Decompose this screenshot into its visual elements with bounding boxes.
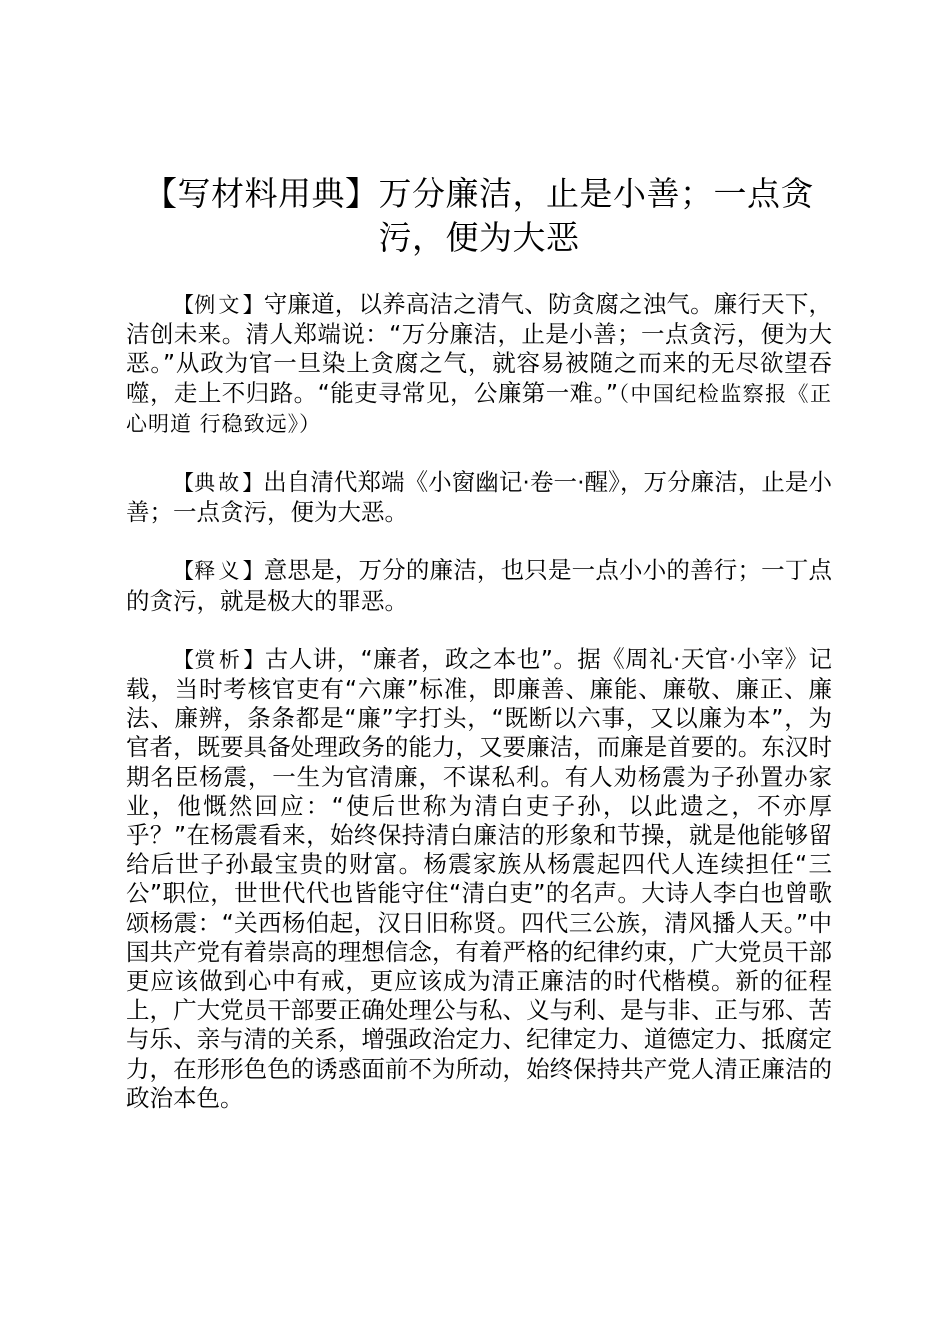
meaning-body: 意思是，万分的廉洁，也只是一点小小的善行；一丁点的贪污，就是极大的罪恶。 bbox=[126, 556, 833, 615]
allusion-tag: 【典故】 bbox=[173, 471, 264, 496]
document-title: 【写材料用典】万分廉洁，止是小善；一点贪污，便为大恶 bbox=[144, 174, 814, 257]
appreciation-body: 古人讲，“廉者，政之本也”。据《周礼·天官·小宰》记载，当时考核官吏有“六廉”标准，即廉善、廉能、廉敬、廉正、廉法、廉辨，条条都是“廉”字打头，“既断以六事，又以廉为本”，为官者，既要具备处理政务的能力，又要廉洁，而廉是首要的。东汉时期名臣杨震，一生为官清廉，不谋私利。有人劝杨震为子孙置办家业，他慨然回应：“使后世称为清白吏子孙，以此遗之，不亦厚乎？”在杨震看来，始终保持清白廉洁的形象和节操，就是他能够留给后世子孙最宝贵的财富。杨震家族从杨震起四代人连续担任“三公”职位，世世代代也皆能守住“清白吏”的名声。大诗人李白也曾歌颂杨震：“关西杨伯起，汉日旧称贤。四代三公族，清风播人天。”中国共产党有着崇高的理想信念，有着严格的纪律约束，广大党员干部更应该做到心中有戒，更应该成为清正廉洁的时代楷模。新的征程上，广大党员干部要正确处理公与私、义与利、是与非、正与邪、苦与乐、亲与清的关系，增强政治定力、纪律定力、道德定力、抵腐定力，在形形色色的诱惑面前不为所动，始终保持共产党人清正廉洁的政治本色。 bbox=[126, 644, 833, 1112]
document-page bbox=[126, 172, 832, 1142]
example-paragraph bbox=[126, 290, 832, 439]
example-source: （中国纪检监察报《正心明道 行稳致远》） bbox=[126, 381, 832, 436]
allusion-paragraph bbox=[126, 468, 832, 527]
example-tag: 【例文】 bbox=[173, 293, 264, 317]
meaning-tag: 【释义】 bbox=[173, 559, 264, 584]
allusion-body: 出自清代郑端《小窗幽记·卷一·醒》，万分廉洁，止是小善；一点贪污，便为大恶。 bbox=[126, 468, 832, 527]
meaning-paragraph bbox=[126, 556, 832, 615]
appreciation-paragraph bbox=[126, 645, 832, 1113]
appreciation-tag: 【赏析】 bbox=[173, 647, 265, 672]
example-body: 守廉道，以养高洁之清气、防贪腐之浊气。廉行天下，洁创未来。清人郑端说：“万分廉洁，止是小善；一点贪污，便为大恶。”从政为官一旦染上贪腐之气，就容易被随之而来的无尽欲望吞噬，走上不归路。“能吏寻常见，公廉第一难。” bbox=[126, 290, 833, 407]
